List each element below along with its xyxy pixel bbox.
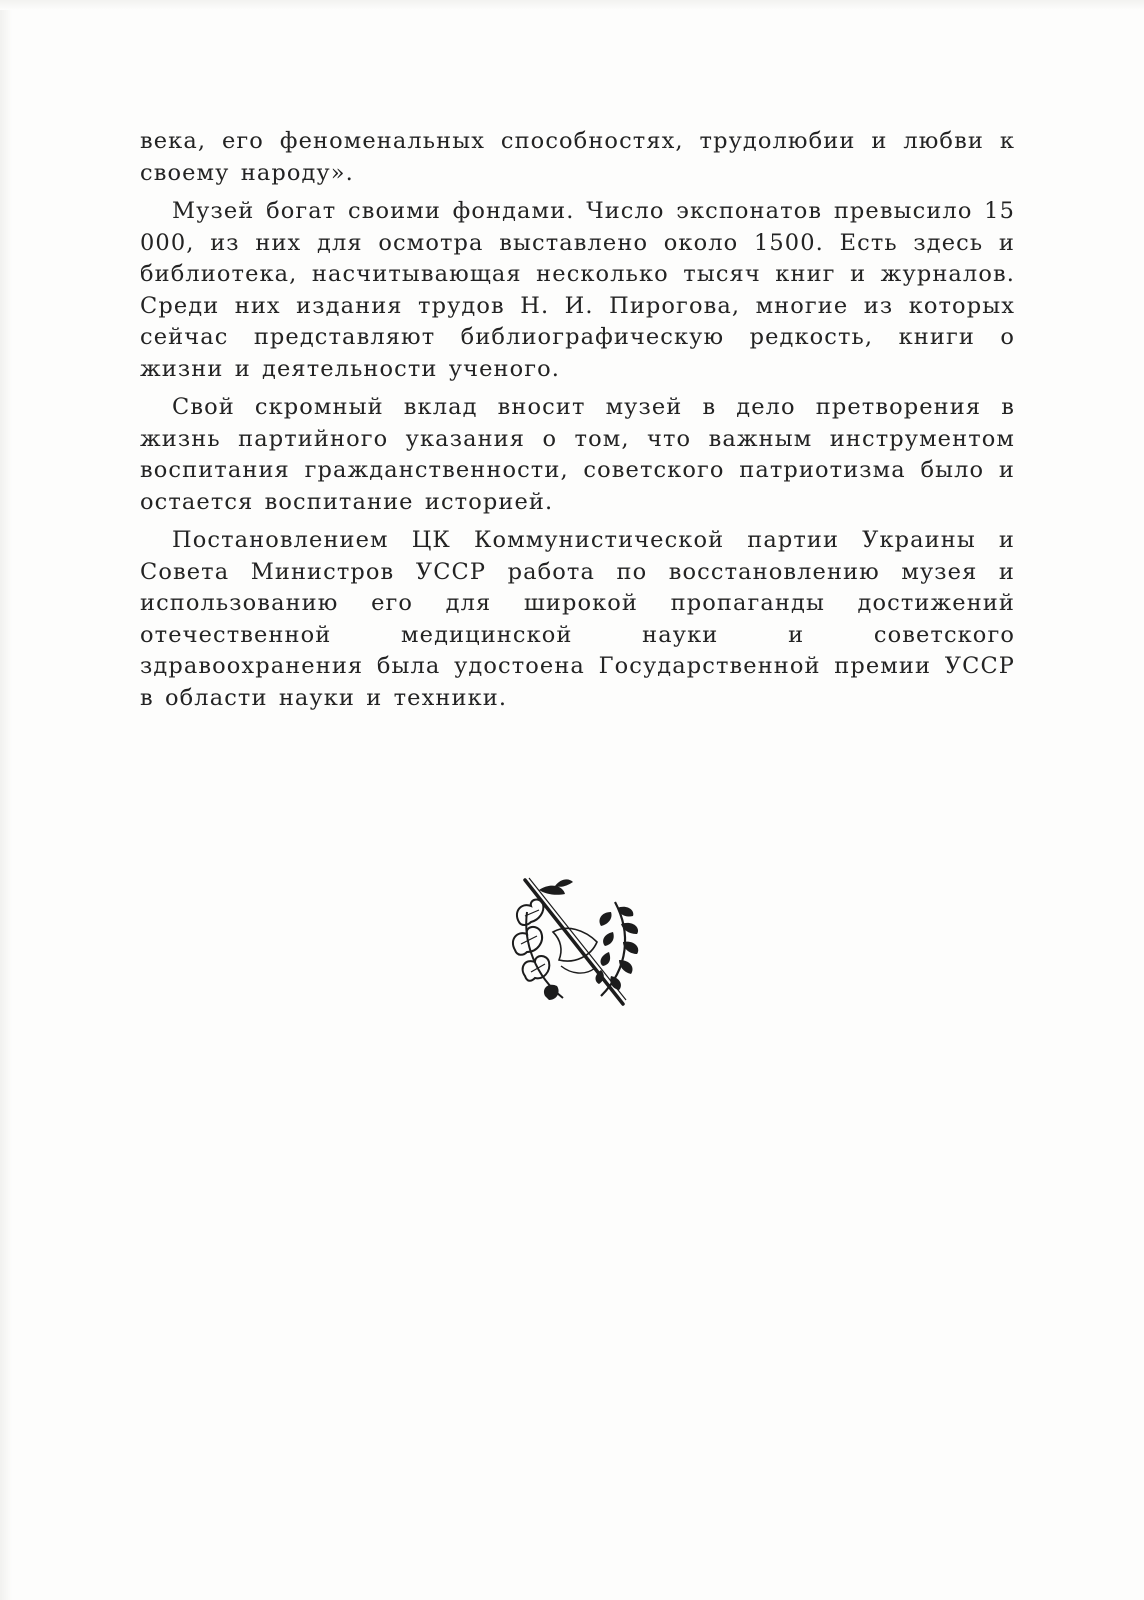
paragraph-museum-contribution: Свой скромный вклад вносит музей в дело претворения в жизнь партийного указания о том, что важным инструментом воспитания гражданственности, советского патриотизма было и остается воспитание историей. xyxy=(140,394,1015,515)
paragraph-state-prize: Постановлением ЦК Коммунистической партии Украины и Совета Министров УССР работа по восстановлению музея и использованию его для широкой пропаганды достижений отечественной медицинской науки и советского здравоохранения была удостоена Государственной премии УССР в области науки и техники. xyxy=(140,527,1015,711)
laurel-branch-quill-emblem-icon xyxy=(505,872,645,1012)
scan-edge-left xyxy=(0,0,12,1600)
paragraph-museum-collections: Музей богат своими фондами. Число экспонатов превысило 15 000, из них для осмотра выставлено около 1500. Есть здесь и библиотека, насчитывающая несколько тысяч книг и журналов. Среди них издания трудов Н. И. Пирогова, многие из которых сейчас представляют библиографическую редкость, книги о жизни и деятельности ученого. xyxy=(140,198,1015,382)
scan-edge-top xyxy=(0,0,1144,10)
body-text xyxy=(140,126,1015,721)
paragraph-continuation: века, его феноменальных способностях, трудолюбии и любви к своему народу». xyxy=(140,128,1015,186)
